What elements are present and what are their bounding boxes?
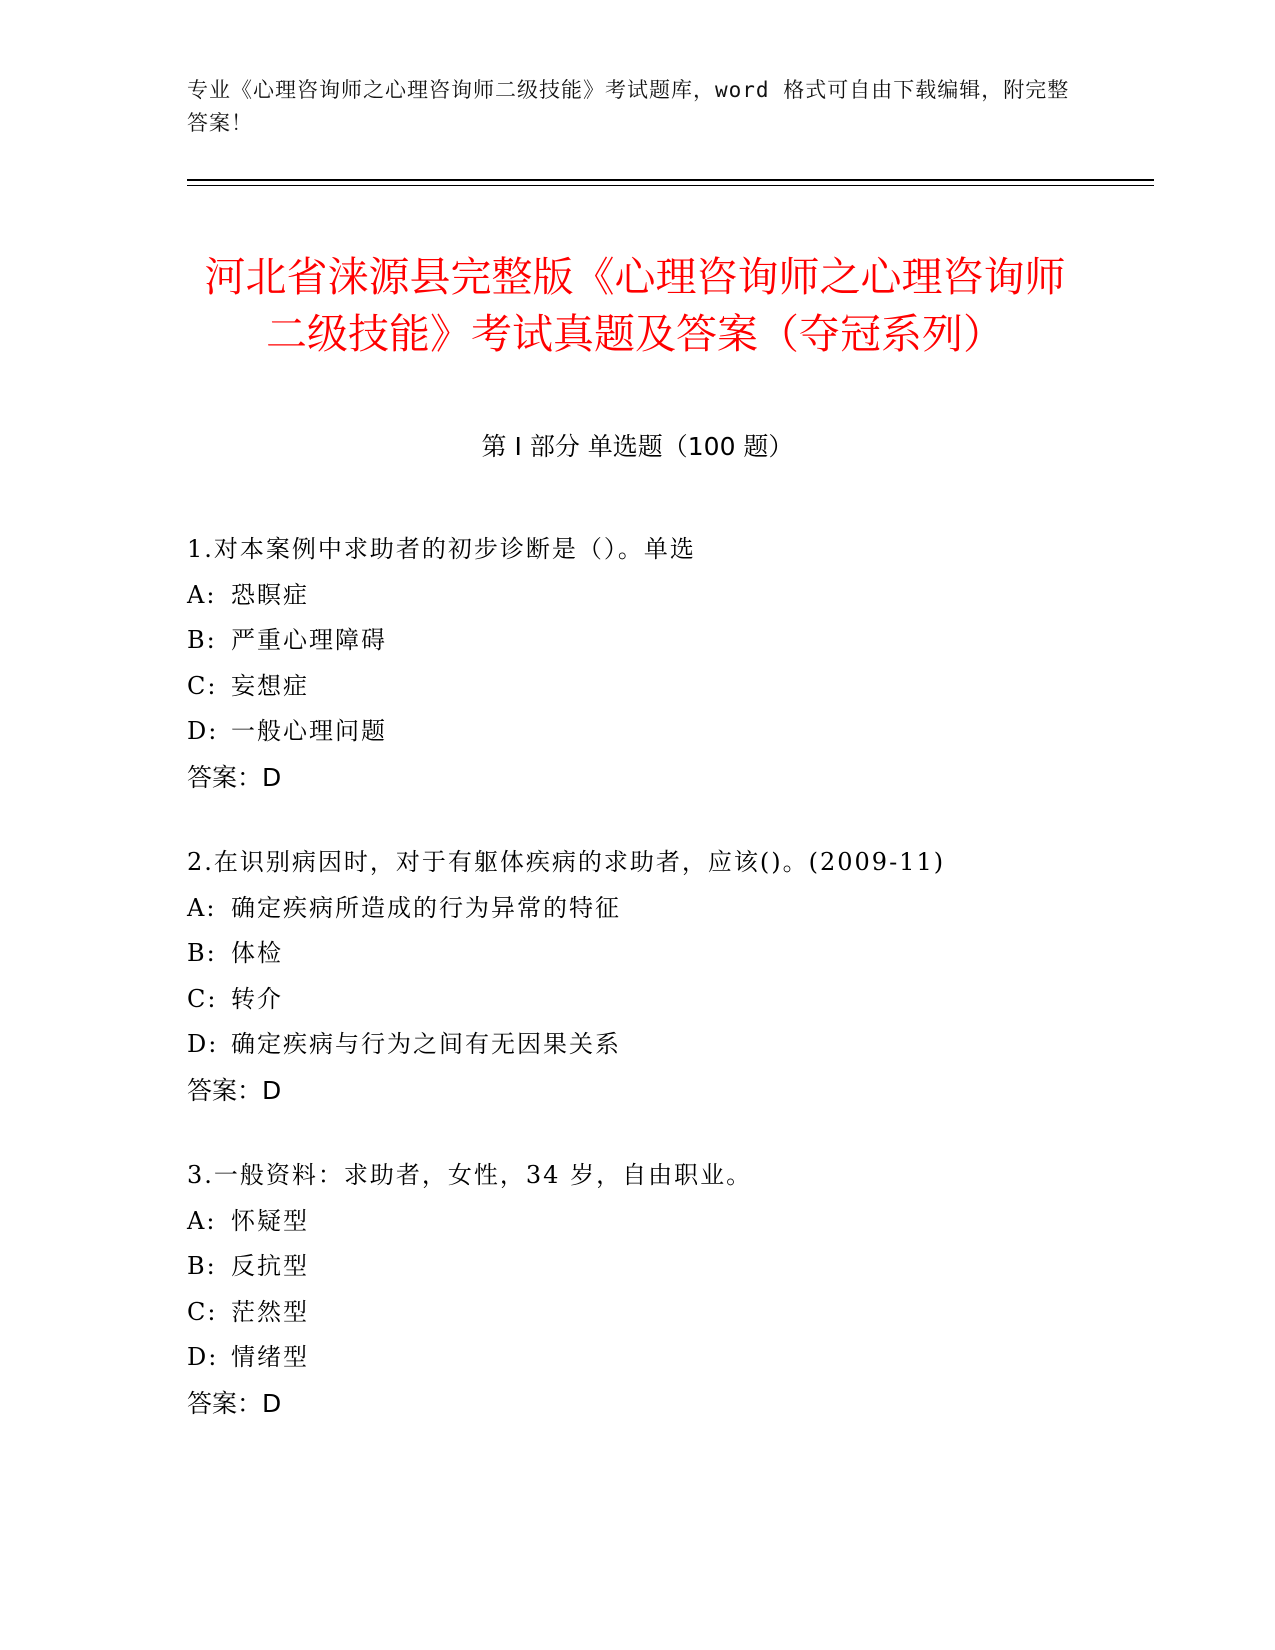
answer [187, 1068, 1147, 1114]
option-text: 严重心理障碍 [231, 626, 387, 654]
header-divider-thin [187, 185, 1154, 186]
option-key: C: [187, 671, 218, 700]
question-3 [187, 1153, 1147, 1426]
option-text: 一般心理问题 [231, 717, 387, 745]
option-text: 情绪型 [231, 1343, 309, 1371]
option-b [187, 931, 1147, 977]
option-key: A: [187, 580, 217, 609]
option-key: A: [187, 893, 217, 922]
section-heading: 第 I 部分 单选题（100 题） [481, 432, 794, 461]
answer-label: 答案： [187, 762, 263, 792]
header-divider-thick [187, 179, 1154, 181]
option-d [187, 1022, 1147, 1068]
option-b [187, 1244, 1147, 1290]
option-key: C: [187, 984, 218, 1013]
option-c [187, 1290, 1147, 1336]
option-c [187, 664, 1147, 710]
header-note: 专业《心理咨询师之心理咨询师二级技能》考试题库，word 格式可自由下载编辑，附完整答案！ [187, 78, 1070, 135]
option-d [187, 709, 1147, 755]
option-key: D: [187, 1343, 219, 1371]
answer-value: D [262, 762, 282, 792]
option-a [187, 573, 1147, 619]
option-text: 恐瞑症 [231, 580, 309, 609]
option-a [187, 1199, 1147, 1245]
option-text: 妄想症 [231, 671, 309, 700]
option-text: 确定疾病所造成的行为异常的特征 [231, 893, 621, 922]
document-title: 河北省涞源县完整版《心理咨询师之心理咨询师二级技能》考试真题及答案（夺冠系列） [204, 253, 1066, 359]
option-key: D: [187, 1030, 219, 1058]
question-stem: 2.在识别病因时，对于有躯体疾病的求助者，应该()。(2009-11) [187, 848, 946, 876]
option-a [187, 886, 1147, 932]
answer [187, 1381, 1147, 1427]
answer [187, 755, 1147, 801]
option-text: 转介 [231, 984, 283, 1013]
question-stem: 3.一般资料：求助者，女性，34 岁，自由职业。 [187, 1161, 753, 1189]
answer-label: 答案： [187, 1075, 263, 1105]
option-key: B: [187, 626, 217, 654]
question-2 [187, 840, 1147, 1113]
answer-value: D [262, 1388, 282, 1418]
question-1 [187, 527, 1147, 800]
option-key: D: [187, 717, 219, 745]
option-key: B: [187, 1252, 217, 1280]
option-key: B: [187, 939, 217, 967]
answer-value: D [262, 1075, 282, 1105]
option-text: 确定疾病与行为之间有无因果关系 [231, 1030, 621, 1058]
option-text: 反抗型 [231, 1252, 309, 1280]
option-c [187, 977, 1147, 1023]
option-d [187, 1335, 1147, 1381]
answer-label: 答案： [187, 1388, 263, 1418]
option-key: A: [187, 1206, 217, 1235]
option-key: C: [187, 1297, 218, 1326]
option-b [187, 618, 1147, 664]
question-list [187, 527, 1147, 1466]
option-text: 体检 [231, 939, 283, 967]
question-stem: 1.对本案例中求助者的初步诊断是（）。单选 [187, 535, 696, 563]
option-text: 茫然型 [231, 1297, 309, 1326]
option-text: 怀疑型 [231, 1206, 309, 1235]
